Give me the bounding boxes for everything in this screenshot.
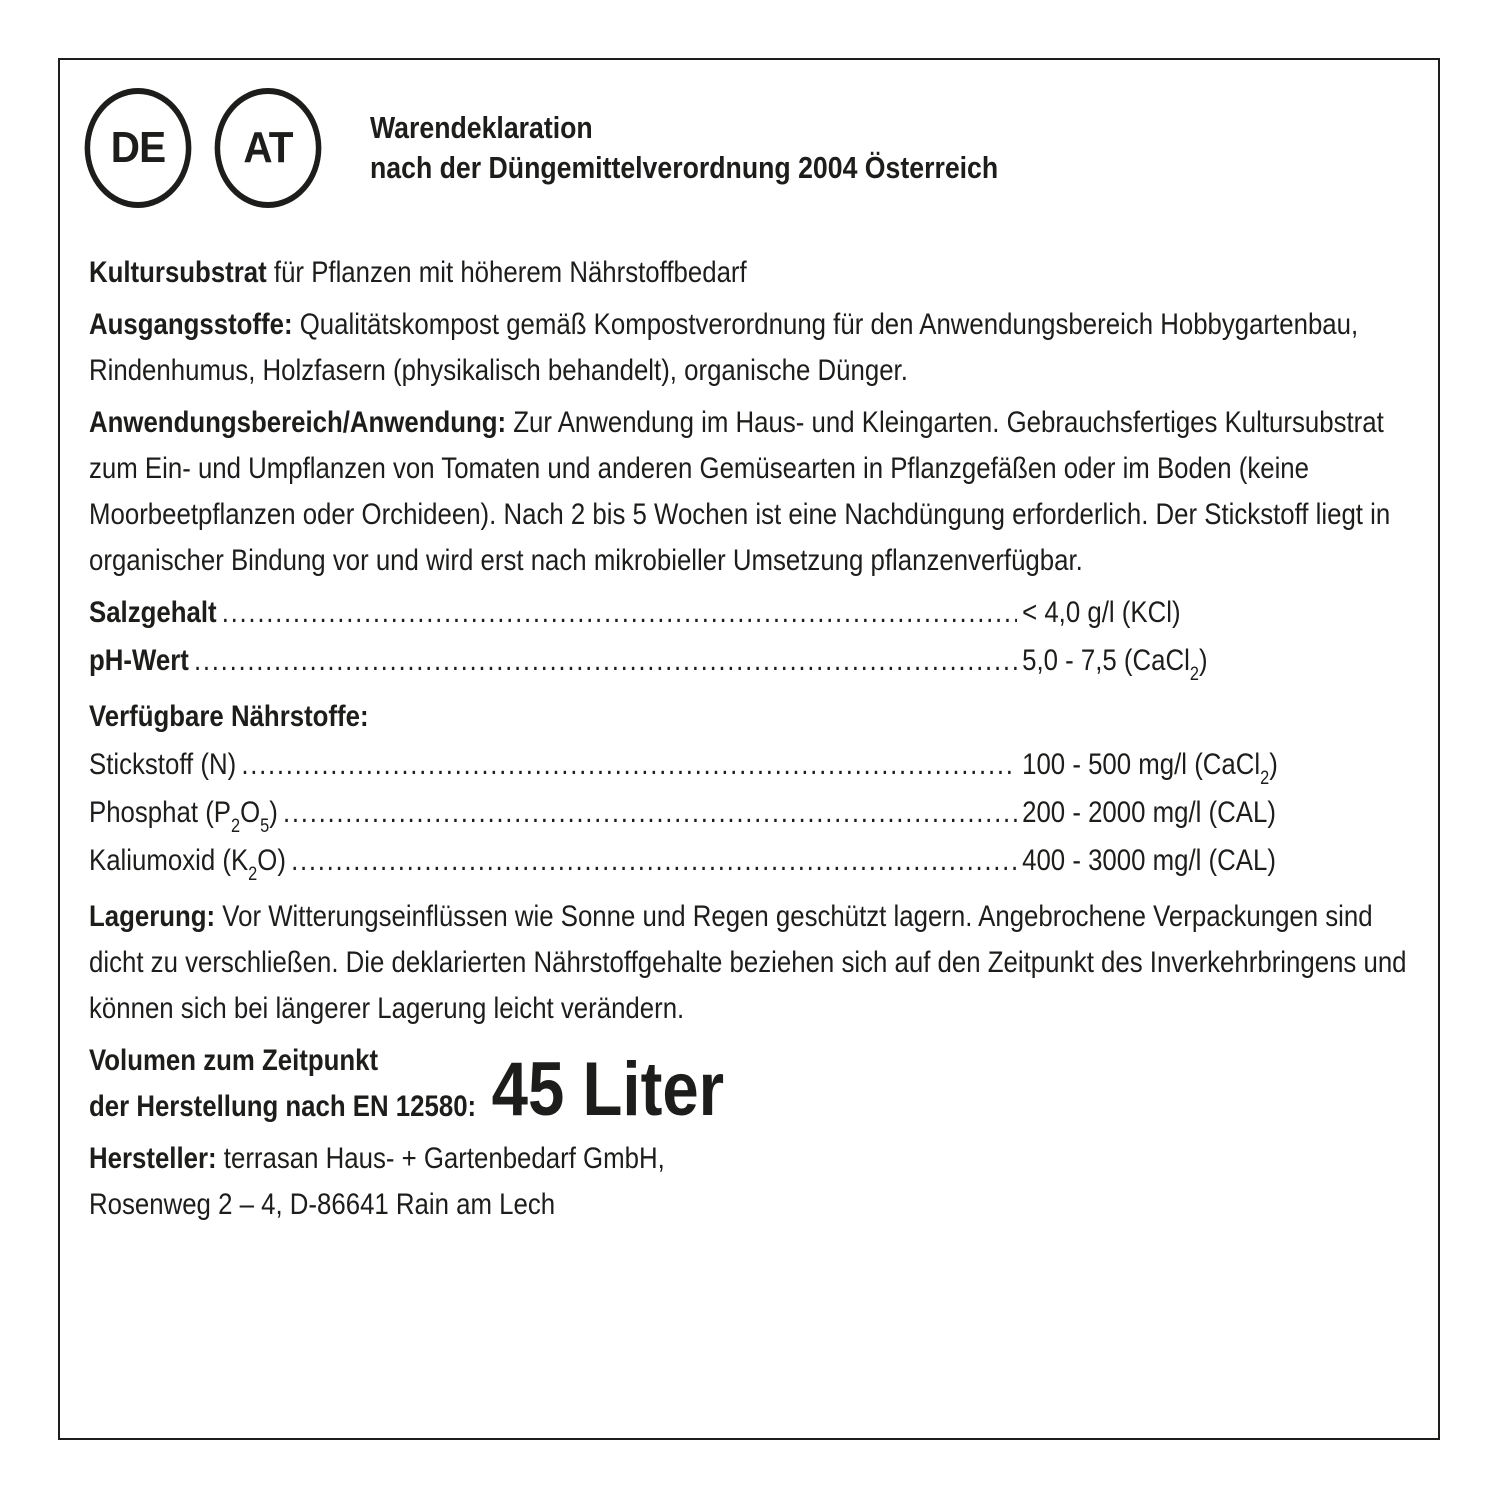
stickstoff-label: Stickstoff (N) <box>89 748 237 781</box>
dot-leader <box>194 638 1017 684</box>
badge-at-label: AT <box>243 123 293 172</box>
phosphat-sub-2: 5 <box>260 816 270 837</box>
lagerung-text: Vor Witterungseinflüssen wie Sonne und Regen geschützt lagern. Angebrochene Verpackungen sind dicht zu verschließen. Die deklarierten Nährstoffgehalte beziehen sich auf den Zeitpunkt des Inverkehrbringens und können sich bei längerer Lagerung leicht verändern. <box>89 900 1407 1025</box>
dot-leader <box>291 838 1017 884</box>
lagerung-label: Lagerung: <box>89 900 216 933</box>
naehrstoffe-heading-row <box>89 694 1362 742</box>
kaliumoxid-value: 400 - 3000 mg/l (CAL) <box>1022 844 1276 877</box>
kaliumoxid-label <box>89 838 286 884</box>
kultursubstrat-text: für Pflanzen mit höherem Nährstoffbedarf <box>266 256 747 289</box>
phosphat-value: 200 - 2000 mg/l (CAL) <box>1022 796 1276 829</box>
kaliumoxid-label-b: O) <box>257 844 286 877</box>
volume-label <box>89 1038 476 1130</box>
stickstoff-value-main: 100 - 500 mg/l (CaCl <box>1022 748 1261 781</box>
volume-label-line-1: Volumen zum Zeitpunkt <box>89 1044 379 1077</box>
title-line-2: nach der Düngemittelverordnung 2004 Österreich <box>370 150 999 185</box>
phosphat-sub-1: 2 <box>230 816 241 837</box>
ph-value-sub: 2 <box>1189 664 1199 685</box>
kaliumoxid-label-a: Kaliumoxid (K <box>89 844 249 877</box>
kaliumoxid-sub: 2 <box>248 864 258 885</box>
ph-value-main: 5,0 - 7,5 (CaCl <box>1022 644 1190 677</box>
dot-leader <box>241 742 1017 788</box>
badge-at <box>215 88 322 208</box>
ph-label: pH-Wert <box>89 644 189 677</box>
volume-block <box>89 1038 1431 1130</box>
hersteller-address: Rosenweg 2 – 4, D-86641 Rain am Lech <box>89 1188 556 1221</box>
nutrient-row-phosphat <box>89 790 1362 838</box>
ph-value <box>1022 638 1362 684</box>
nutrient-row-stickstoff <box>89 742 1362 790</box>
stickstoff-value <box>1022 742 1362 788</box>
hersteller-paragraph <box>89 1136 1431 1228</box>
stickstoff-value-sub: 2 <box>1260 768 1270 789</box>
declaration-content <box>89 250 1419 1228</box>
anwendung-label: Anwendungsbereich/Anwendung: <box>89 406 507 439</box>
hersteller-label: Hersteller: <box>89 1142 217 1175</box>
volume-label-line-2: der Herstellung nach EN 12580: <box>89 1090 477 1123</box>
dot-leader <box>222 590 1017 636</box>
hersteller-line-1: terrasan Haus- + Gartenbedarf GmbH, <box>216 1142 665 1175</box>
phosphat-label-a: Phosphat (P <box>89 796 231 829</box>
anwendung-paragraph <box>89 400 1418 584</box>
phosphat-label-c: ) <box>269 796 278 829</box>
anwendung-text: Zur Anwendung im Haus- und Kleingarten. Gebrauchsfertiges Kultursubstrat zum Ein- und Umpflanzen von Tomaten und anderen Gemüsearten in Pflanzgefäßen oder im Boden (keine Moorbeetpflanzen oder Orchideen). Nach 2 bis 5 Wochen ist eine Nachdüngung erforderlich. Der Stickstoff liegt in organischer Bindung vor und wird erst nach mikrobieller Umsetzung pflanzenverfügbar. <box>89 406 1391 577</box>
phosphat-label-b: O <box>240 796 261 829</box>
title-line-1: Warendeklaration <box>370 110 593 145</box>
ph-value-end: ) <box>1198 644 1208 677</box>
nutrient-row-kaliumoxid <box>89 838 1362 886</box>
phosphat-label <box>89 790 278 836</box>
kultursubstrat-paragraph <box>89 250 1422 296</box>
stickstoff-value-end: ) <box>1269 748 1278 781</box>
ausgangsstoffe-text: Qualitätskompost gemäß Kompostverordnung für den Anwendungsbereich Hobbygartenbau, Rindenhumus, Holzfasern (physikalisch behandelt), organische Dünger. <box>89 308 1359 387</box>
badge-de-label: DE <box>110 123 166 172</box>
naehrstoffe-heading: Verfügbare Nährstoffe: <box>89 700 369 733</box>
badge-de <box>85 88 192 208</box>
document-title <box>370 108 998 188</box>
property-row-salzgehalt <box>89 590 1362 638</box>
lagerung-paragraph <box>89 894 1413 1032</box>
salzgehalt-label: Salzgehalt <box>89 596 217 629</box>
property-row-ph <box>89 638 1362 686</box>
ausgangsstoffe-paragraph <box>89 302 1418 394</box>
ausgangsstoffe-label: Ausgangsstoffe: <box>89 308 293 341</box>
dot-leader <box>283 790 1017 836</box>
volume-value: 45 Liter <box>491 1047 725 1132</box>
salzgehalt-value: < 4,0 g/l (KCl) <box>1022 596 1181 629</box>
kultursubstrat-label: Kultursubstrat <box>89 256 267 289</box>
